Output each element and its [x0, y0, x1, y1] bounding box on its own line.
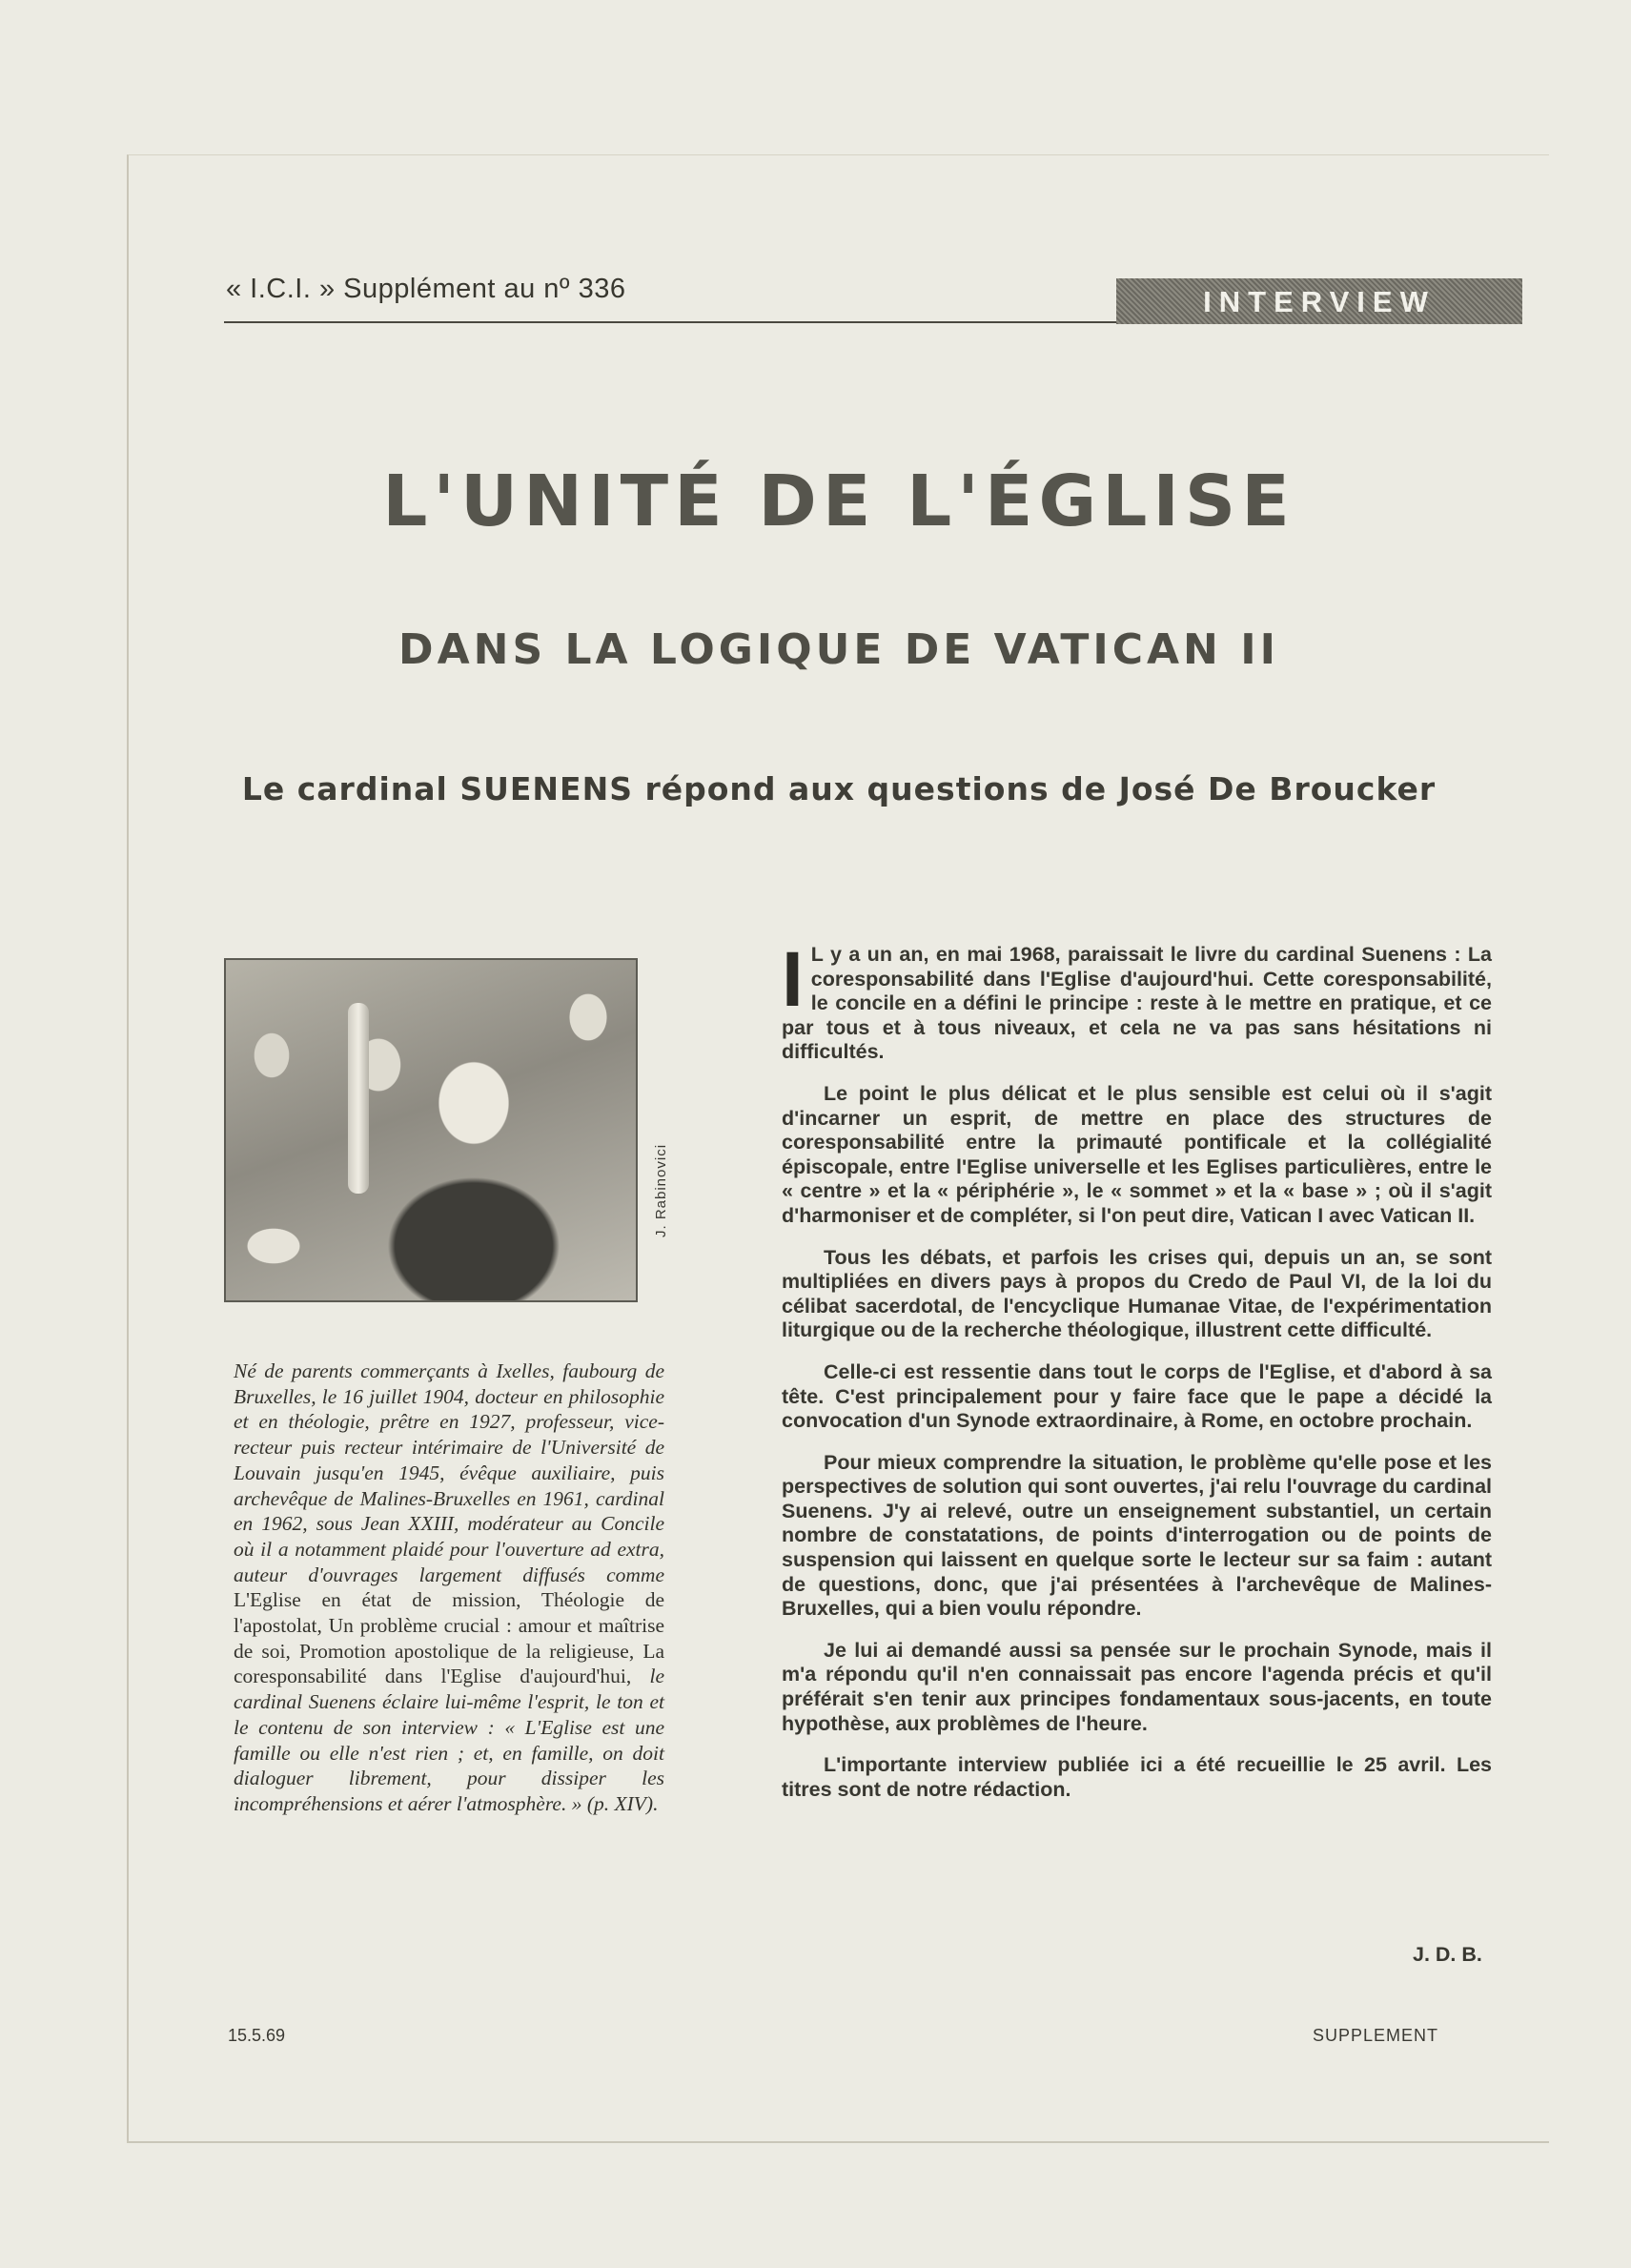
article-body: [782, 936, 1492, 1819]
header-rule: [224, 321, 1206, 323]
main-title: L'UNITÉ DE L'ÉGLISE: [382, 460, 1295, 542]
byline: Le cardinal SUENENS répond aux questions de José De Broucker: [241, 770, 1437, 807]
caption-part-2: L'Eglise en état de mission, Théologie de l'apostolat, Un problème crucial : amour et maîtrise de soi, Promotion apostolique de la religieuse, La coresponsabilité dans l'Eglise d'aujourd'hui,: [234, 1588, 664, 1688]
photo-credit: J. Rabinovici: [653, 1143, 669, 1237]
subtitle: DANS LA LOGIQUE DE VATICAN II: [398, 625, 1279, 674]
microphone-shape: [348, 1003, 369, 1194]
signature: J. D. B.: [1413, 1943, 1482, 1966]
article-paragraph: I L y a un an, en mai 1968, paraissait le livre du cardinal Suenens : La coresponsabilité dans l'Eglise d'aujourd'hui. Cette coresponsabilité, le concile en a défini le principe : reste à le mettre en pratique, et ce par tous et à tous niveaux, et cela ne va pas sans hésitations ni difficultés.: [782, 936, 1492, 1064]
header-issue: « I.C.I. » Supplément au nº 336: [226, 274, 626, 304]
document-page: [127, 154, 1549, 2143]
drop-cap: I: [782, 936, 804, 1023]
photo-caption: [234, 1359, 664, 1817]
footer-label: SUPPLEMENT: [1313, 2026, 1439, 2045]
article-paragraph: L'importante interview publiée ici a été recueillie le 25 avril. Les titres sont de notre rédaction.: [782, 1753, 1492, 1801]
footer-date: 15.5.69: [228, 2026, 286, 2045]
caption-part-3: le cardinal Suenens éclaire lui-même l'esprit, le ton et le contenu de son interview : « L'Eglise est une famille ou elle n'est rien ; et, en famille, on doit dialoguer librement, pour dissiper les incompréhensions et aérer l'atmosphère. » (p. XIV).: [234, 1665, 664, 1815]
portrait-photo: [224, 958, 638, 1302]
article-paragraph: Pour mieux comprendre la situation, le problème qu'elle pose et les perspectives de solution qui sont ouvertes, j'ai relu l'ouvrage du cardinal Suenens. J'y ai relevé, outre un enseignement substantiel, un certain nombre de constatations, de points d'interrogation ou de points de suspension qui laissent en quelque sorte le lecteur sur sa faim : autant de questions, donc, que j'ai présentées à l'archevêque de Malines-Bruxelles, qui a bien voulu répondre.: [782, 1450, 1492, 1621]
caption-part-1: Né de parents commerçants à Ixelles, faubourg de Bruxelles, le 16 juillet 1904, docteur en philosophie et en théologie, prêtre en 1927, professeur, vice-recteur puis recteur intérimaire de l'Université de Louvain jusqu'en 1945, évêque auxiliaire, puis archevêque de Malines-Bruxelles en 1961, cardinal en 1962, sous Jean XXIII, modérateur au Concile où il a notamment plaidé pour l'ouverture ad extra, auteur d'ouvrages largement diffusés comme: [234, 1359, 664, 1586]
article-paragraph: Je lui ai demandé aussi sa pensée sur le prochain Synode, mais il m'a répondu qu'il n'en connaissait pas encore l'agenda précis et qu'il préférait s'en tenir aux principes fondamentaux sous-jacents, en toute hypothèse, aux problèmes de l'heure.: [782, 1638, 1492, 1735]
article-paragraph: Tous les débats, et parfois les crises qui, depuis un an, se sont multipliées en divers pays à propos du Credo de Paul VI, de la loi du célibat sacerdotal, de l'encyclique Humanae Vitae, de l'expérimentation liturgique ou de la recherche théologique, illustrent cette difficulté.: [782, 1245, 1492, 1342]
article-paragraph: Celle-ci est ressentie dans tout le corps de l'Eglise, et d'abord à sa tête. C'est principalement pour y faire face que le pape a décidé la convocation d'un Synode extraordinaire, à Rome, en octobre prochain.: [782, 1359, 1492, 1433]
section-badge: INTERVIEW: [1116, 278, 1522, 324]
article-paragraph: Le point le plus délicat et le plus sensible est celui où il s'agit d'incarner un esprit, de mettre en place des structures de coresponsabilité entre la primauté pontificale et la collégialité épiscopale, entre l'Eglise universelle et les Eglises particulières, entre le « centre » et la « périphérie », le « sommet » et la « base » ; où il s'agit d'harmoniser et de compléter, si l'on peut dire, Vatican I avec Vatican II.: [782, 1081, 1492, 1227]
